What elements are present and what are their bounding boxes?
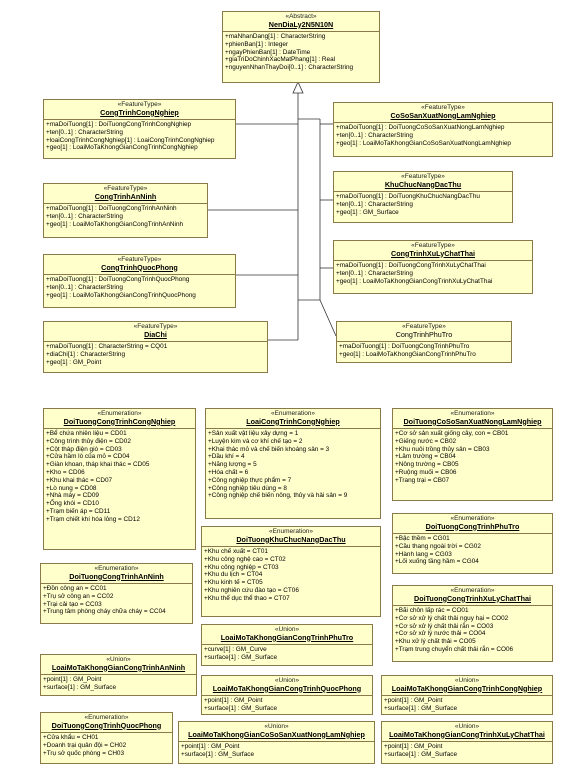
enum-literal: +Công nghiệp tiêu dùng = 8 (208, 484, 287, 492)
enum-doituongcongtrinhxulychatthai[interactable] (392, 585, 553, 662)
class-name: LoaiMoTaKhongGianCongTrinhQuocPhong (212, 683, 362, 693)
attribute-row: +geo[1] : LoaiMoTaKhongGianCongTrinhCongNghiep (46, 144, 198, 152)
class-khuchucnangdacthu[interactable] (333, 171, 513, 223)
stereotype-label: «Enumeration» (450, 587, 495, 594)
class-name: DiaChi (144, 329, 167, 339)
enum-literal: +Doanh trại quân đội = CH02 (43, 741, 127, 749)
stereotype-label: «Enumeration» (97, 410, 142, 417)
attribute-row: +ten[0..1] : CharacterString (46, 212, 123, 220)
enum-doituongcososanxuatnonglamnghiep[interactable] (392, 408, 553, 501)
enum-literal: +Khu khai thác = CD07 (46, 476, 113, 484)
attribute-row: +maDoiTuong[1] : DoiTuongCongTrinhCongNghiep (46, 121, 192, 128)
attribute-row: +ngayPhienBan[1] : DateTime (225, 48, 311, 56)
enum-literal: +Hóa chất = 6 (208, 468, 249, 476)
class-name: LoaiCongTrinhCongNghiep (246, 416, 340, 426)
class-name: CongTrinhAnNinh (94, 191, 157, 201)
union-member: +curve[1] : GM_Curve (204, 646, 267, 653)
stereotype-label: «Enumeration» (450, 515, 495, 522)
enum-loaicongtrinhcongnghiep[interactable] (205, 408, 381, 519)
enum-doituongcongtrinhphutro[interactable] (392, 513, 553, 574)
enum-literal: +Công nghiệp chế biến nông, thủy và hải sản = 9 (208, 492, 348, 500)
attribute-row: +maDoiTuong[1] : DoiTuongCongTrinhQuocPhong (46, 276, 190, 283)
attribute-row: +geo[1] : GM_Surface (336, 208, 399, 216)
union-loaimotakhonggiancongtrinhcongnghiep[interactable] (381, 675, 553, 715)
stereotype-label: «FeatureType» (421, 104, 465, 111)
class-congtrinhcongnghiep[interactable] (43, 99, 236, 159)
enum-literal: +Trụ sở công an = CC02 (43, 592, 114, 600)
attribute-row: +phienBan[1] : Integer (225, 40, 289, 48)
attribute-row: +ten[0..1] : CharacterString (336, 200, 413, 208)
enum-literal: +Cửa hầm lò của mỏ = CD04 (46, 453, 130, 461)
class-name: DoiTuongCoSoSanXuatNongLamNghiep (403, 416, 542, 426)
stereotype-label: «FeatureType» (411, 242, 455, 249)
enum-literal: +Trạm chiết khí hóa lỏng = CD12 (46, 515, 140, 523)
class-congtrinhquocphong[interactable] (43, 254, 236, 308)
enum-literal: +Năng lượng = 5 (208, 461, 257, 469)
stereotype-label: «Union» (454, 723, 480, 730)
attribute-row: +loaiCongTrinhCongNghiep[1] : LoaiCongTrinhCongNghiep (46, 136, 215, 144)
stereotype-label: «Enumeration» (94, 565, 139, 572)
enum-literal: +Lâm trường = CB04 (395, 453, 456, 461)
attribute-row: +maDoiTuong[1] : CharacterString = CQ01 (46, 343, 168, 350)
attribute-row: +maDoiTuong[1] : DoiTuongCongTrinhXuLyChatThai (336, 262, 486, 269)
enum-literal: +Khu công nghệ cao = CT02 (204, 555, 286, 563)
enum-literal: +Trụ sở quốc phòng = CH03 (43, 749, 125, 757)
union-member: +surface[1] : GM_Surface (204, 704, 277, 712)
enum-literal: +Ống khói = CD10 (46, 500, 99, 508)
enum-literal: +Luyện kim và cơ khí chế tạo = 2 (208, 437, 303, 445)
attribute-row: +geo[1] : LoaiMoTaKhongGianCongTrinhPhuTro (339, 350, 476, 358)
stereotype-label: «FeatureType» (402, 323, 446, 330)
stereotype-label: «FeatureType» (117, 101, 162, 108)
stereotype-label: «Union» (274, 677, 300, 684)
enum-literal: +Công nghiệp thực phẩm = 7 (208, 476, 292, 484)
stereotype-label: «Enumeration» (84, 714, 129, 721)
union-member: +point[1] : GM_Point (384, 697, 443, 704)
enum-literal: +Hành lang = CG03 (395, 550, 452, 558)
enum-literal: +Trại cải tạo = CC03 (43, 600, 102, 608)
class-name: DoiTuongCongTrinhCongNghiep (63, 416, 176, 426)
union-member: +point[1] : GM_Point (384, 743, 443, 750)
enum-literal: +Cơ sở sản xuất giống cây, con = CB01 (395, 430, 509, 437)
attribute-row: +maDoiTuong[1] : DoiTuongCongTrinhAnNinh (46, 205, 177, 212)
enum-literal: +Nông trường = CB05 (395, 461, 459, 469)
stereotype-label: «Abstract» (285, 13, 317, 20)
attribute-row: +maNhanDang[1] : CharacterString (225, 33, 326, 40)
class-nendialy2n5n10n[interactable] (222, 11, 380, 83)
attribute-row: +geo[1] : LoaiMoTaKhongGianCongTrinhXuLyChatThai (336, 277, 493, 285)
enum-literal: +Giàn khoan, tháp khai thác = CD05 (46, 461, 150, 469)
enum-literal: +Cơ sở xử lý chất thải nguy hại = CO02 (395, 614, 509, 622)
enum-doituongkhuchucnangdacthu[interactable] (201, 526, 381, 617)
enum-literal: +Công trình thủy điện = CD02 (46, 437, 131, 445)
union-member: +surface[1] : GM_Surface (384, 704, 457, 712)
union-member: +surface[1] : GM_Surface (384, 750, 457, 758)
enum-literal: +Sản xuất vật liệu xây dựng = 1 (208, 430, 299, 437)
enum-doituongcongtrinhanninh[interactable] (40, 563, 193, 624)
stereotype-label: «Enumeration» (270, 410, 316, 417)
union-member: +surface[1] : GM_Surface (181, 750, 254, 758)
union-member: +surface[1] : GM_Surface (43, 683, 116, 691)
enum-literal: +Khai thác mỏ và chế biến khoáng sản = 3 (208, 445, 330, 453)
class-congtrinhphutro[interactable] (336, 321, 512, 363)
class-name: DoiTuongCongTrinhXuLyChatThai (414, 593, 531, 603)
enum-literal: +Khu công nghiệp = CT03 (204, 563, 279, 571)
class-name: CoSoSanXuatNongLamNghiep (390, 110, 496, 120)
class-name: DoiTuongKhuChucNangDacThu (236, 534, 346, 544)
enum-literal: +Cơ sở xử lý nước thải = CO04 (395, 630, 486, 638)
union-member: +point[1] : GM_Point (181, 743, 240, 750)
stereotype-label: «FeatureType» (103, 185, 148, 192)
enum-literal: +Khu nuôi trồng thủy sản = CB03 (395, 445, 490, 453)
enum-literal: +Dầu khí = 4 (208, 453, 245, 461)
enum-literal: +Ruộng muối = CB06 (395, 468, 457, 476)
stereotype-label: «Union» (264, 723, 289, 730)
enum-literal: +Đồn công an = CC01 (43, 585, 107, 592)
enum-literal: +Bể chứa nhiên liệu = CD01 (46, 430, 127, 437)
union-loaimotakhonggiancongtrinhquocphong[interactable] (201, 675, 373, 715)
enum-literal: +Kho = CD06 (46, 468, 85, 476)
attribute-row: +ten[0..1] : CharacterString (46, 128, 123, 136)
class-name: DoiTuongCongTrinhAnNinh (69, 571, 164, 581)
class-name: LoaiMoTaKhongGianCongTrinhCongNghiep (391, 683, 543, 693)
attribute-row: +giaTriDoChinhXacMatPhang[1] : Real (225, 56, 336, 64)
enum-literal: +Cửa khẩu = CH01 (43, 734, 99, 741)
enum-literal: +Bãi chôn lấp rác = CO01 (395, 607, 469, 614)
attribute-row: +diaChi[1] : CharacterString (46, 350, 126, 358)
class-name: KhuChucNangDacThu (384, 179, 462, 189)
enum-literal: +Cơ sở xử lý chất thải rắn = CO03 (395, 622, 494, 630)
class-diachi[interactable] (43, 321, 268, 373)
attribute-row: +ten[0..1] : CharacterString (336, 269, 413, 277)
class-name: LoaiMoTaKhongGianCongTrinhXuLyChatThai (389, 729, 545, 739)
class-name: LoaiMoTaKhongGianCoSoSanXuatNongLamNghiep (188, 729, 365, 739)
attribute-row: +maDoiTuong[1] : DoiTuongCongTrinhPhuTro (339, 343, 470, 350)
union-member: +point[1] : GM_Point (204, 697, 263, 704)
enum-literal: +Khu xử lý chất thải = CO05 (395, 638, 476, 646)
enum-literal: +Khu thể dục thể thao = CT07 (204, 594, 290, 602)
union-loaimotakhonggiancongtrinhxulychatthai[interactable] (381, 721, 553, 764)
union-loaimotakhonggiancongtrinhphutro[interactable] (201, 624, 373, 666)
enum-literal: +Trung tâm phòng cháy chữa cháy = CC04 (43, 608, 166, 616)
class-cososanxuatnonglamnghiep[interactable] (333, 102, 553, 157)
attribute-row: +maDoiTuong[1] : DoiTuongKhuChucNangDacThu (336, 193, 480, 200)
enum-literal: +Trang trại = CB07 (395, 476, 450, 484)
attribute-row: +maDoiTuong[1] : DoiTuongCoSoSanXuatNongLamNghiep (336, 124, 505, 131)
enum-literal: +Lối xuống tầng hầm = CG04 (395, 558, 479, 566)
enum-literal: +Nhà máy = CD09 (46, 492, 99, 500)
attribute-row: +geo[1] : LoaiMoTaKhongGianCongTrinhAnNinh (46, 220, 184, 228)
attribute-row: +ten[0..1] : CharacterString (46, 283, 123, 291)
stereotype-label: «Union» (274, 626, 300, 633)
enum-literal: +Khu du lịch = CT04 (204, 571, 263, 579)
stereotype-label: «Enumeration» (450, 410, 495, 417)
attribute-row: +geo[1] : LoaiMoTaKhongGianCoSoSanXuatNongLamNghiep (336, 139, 511, 147)
stereotype-label: «Enumeration» (268, 528, 314, 535)
class-name: CongTrinhCongNghiep (100, 107, 179, 117)
attribute-row: +nguyenNhanThayDoi[0..1] : CharacterString (225, 64, 354, 72)
class-name: CongTrinhPhuTro (395, 329, 453, 339)
class-name: DoiTuongCongTrinhPhuTro (425, 521, 520, 531)
enum-literal: +Trạm trung chuyển chất thải rắn = CO06 (395, 645, 514, 653)
class-name: CongTrinhXuLyChatThai (391, 248, 475, 258)
enum-doituongcongtrinhcongnghiep[interactable] (43, 408, 196, 550)
stereotype-label: «FeatureType» (117, 256, 162, 263)
enum-literal: +Cột tháp điện gió = CD03 (46, 445, 122, 453)
stereotype-label: «FeatureType» (401, 173, 445, 180)
class-name: LoaiMoTaKhongGianCongTrinhPhuTro (220, 632, 354, 642)
attribute-row: +ten[0..1] : CharacterString (336, 131, 413, 139)
class-congtrinhanninh[interactable] (43, 183, 208, 238)
class-name: DoiTuongCongTrinhQuocPhong (51, 720, 162, 730)
enum-literal: +Khu kinh tế = CT05 (204, 579, 263, 587)
stereotype-label: «Union» (454, 677, 480, 684)
stereotype-label: «FeatureType» (133, 323, 178, 330)
attribute-row: +geo[1] : LoaiMoTaKhongGianCongTrinhQuocPhong (46, 291, 196, 299)
attribute-row: +geo[1] : GM_Point (46, 358, 102, 366)
union-member: +surface[1] : GM_Surface (204, 653, 277, 661)
class-name: NenDiaLy2N5N10N (268, 19, 334, 29)
enum-literal: +Giếng nước = CB02 (395, 437, 457, 445)
stereotype-label: «Union» (106, 656, 131, 663)
union-member: +point[1] : GM_Point (43, 676, 102, 683)
enum-literal: +Bậc thềm = CG01 (395, 535, 450, 542)
class-name: LoaiMoTaKhongGianCongTrinhAnNinh (51, 662, 186, 672)
union-loaimotakhonggiancongtrinhanninh[interactable] (40, 654, 197, 696)
class-name: CongTrinhQuocPhong (101, 262, 178, 272)
union-loaimotakhonggiancososanxuatnonglamnghiep[interactable] (178, 721, 375, 764)
enum-doituongcongtrinhquocphong[interactable] (40, 712, 173, 764)
enum-literal: +Lò nung = CD08 (46, 484, 97, 492)
enum-literal: +Cầu thang ngoài trời = CG02 (395, 542, 481, 550)
enum-literal: +Khu chế xuất = CT01 (204, 548, 268, 555)
enum-literal: +Khu nghiên cứu đào tạo = CT06 (204, 586, 299, 594)
class-congtrinhxulychatthai[interactable] (333, 240, 533, 294)
enum-literal: +Trạm biến áp = CD11 (46, 507, 111, 515)
